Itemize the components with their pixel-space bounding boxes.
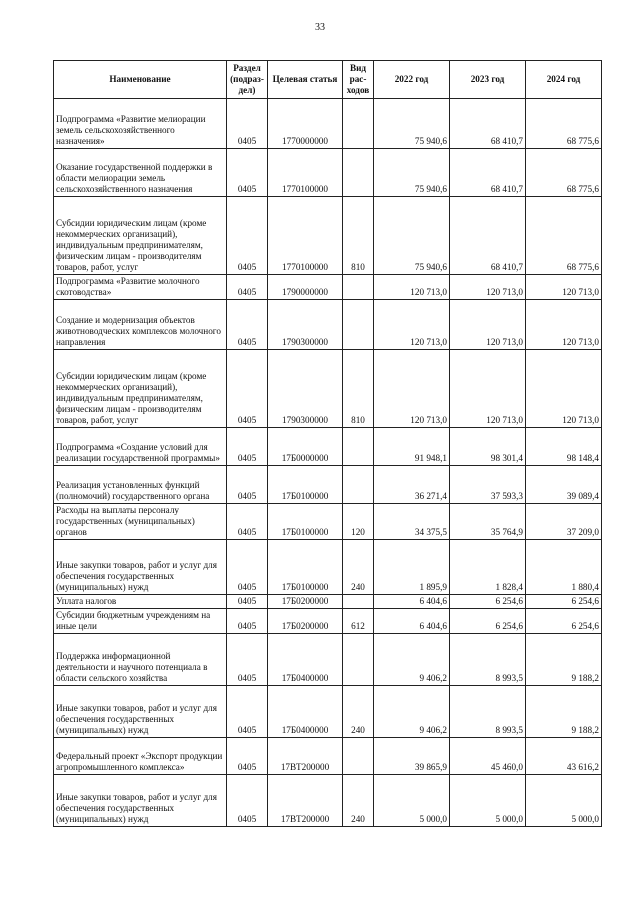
- row-value-2024: 120 713,0: [526, 350, 602, 428]
- row-name: Иные закупки товаров, работ и услуг для обеспечения государственных (муниципальных) нужд: [54, 686, 227, 738]
- table-row: [54, 99, 602, 149]
- row-value-2022: 9 406,2: [374, 686, 450, 738]
- row-value-2022: 75 940,6: [374, 197, 450, 275]
- row-expense-kind: 120: [343, 504, 374, 540]
- table-row: [54, 466, 602, 504]
- table-row: [54, 686, 602, 738]
- row-target-code: 17Б0100000: [268, 504, 343, 540]
- header-row: [54, 61, 602, 99]
- row-value-2024: 1 880,4: [526, 540, 602, 595]
- row-value-2022: 75 940,6: [374, 149, 450, 197]
- row-value-2024: 43 616,2: [526, 738, 602, 775]
- row-value-2023: 5 000,0: [450, 775, 526, 827]
- row-section: 0405: [227, 540, 268, 595]
- row-value-2023: 35 764,9: [450, 504, 526, 540]
- row-value-2024: 68 775,6: [526, 149, 602, 197]
- row-value-2023: 120 713,0: [450, 300, 526, 350]
- table-row: [54, 149, 602, 197]
- row-name: Субсидии юридическим лицам (кроме некоммерческих организаций), индивидуальным предпринимателям, физическим лицам - производителям товаров, работ, услуг: [54, 350, 227, 428]
- row-value-2024: 9 188,2: [526, 634, 602, 686]
- row-value-2024: 120 713,0: [526, 275, 602, 300]
- row-section: 0405: [227, 149, 268, 197]
- row-value-2022: 6 404,6: [374, 609, 450, 634]
- page-number: 33: [315, 22, 325, 33]
- row-value-2024: 120 713,0: [526, 300, 602, 350]
- row-section: 0405: [227, 428, 268, 466]
- row-expense-kind: [343, 738, 374, 775]
- table-row: [54, 775, 602, 827]
- row-section: 0405: [227, 738, 268, 775]
- row-target-code: 17Б0400000: [268, 686, 343, 738]
- row-value-2024: 6 254,6: [526, 595, 602, 609]
- row-value-2022: 36 271,4: [374, 466, 450, 504]
- row-name: Оказание государственной поддержки в области мелиорации земель сельскохозяйственного назначения: [54, 149, 227, 197]
- row-name: Уплата налогов: [54, 595, 227, 609]
- row-target-code: 17Б0100000: [268, 466, 343, 504]
- header-2022: 2022 год: [374, 61, 450, 99]
- header-kind: Вид рас-ходов: [343, 61, 374, 99]
- row-section: 0405: [227, 634, 268, 686]
- table-row: [54, 275, 602, 300]
- row-expense-kind: 810: [343, 197, 374, 275]
- row-value-2024: 39 089,4: [526, 466, 602, 504]
- row-value-2022: 5 000,0: [374, 775, 450, 827]
- table-row: [54, 504, 602, 540]
- row-value-2023: 1 828,4: [450, 540, 526, 595]
- row-section: 0405: [227, 504, 268, 540]
- row-value-2023: 6 254,6: [450, 609, 526, 634]
- row-section: 0405: [227, 300, 268, 350]
- row-value-2022: 6 404,6: [374, 595, 450, 609]
- row-target-code: 1790300000: [268, 300, 343, 350]
- row-value-2024: 5 000,0: [526, 775, 602, 827]
- table-row: [54, 634, 602, 686]
- row-target-code: 1770100000: [268, 197, 343, 275]
- row-name: Поддержка информационной деятельности и научного потенциала в области сельского хозяйства: [54, 634, 227, 686]
- row-section: 0405: [227, 775, 268, 827]
- row-expense-kind: 240: [343, 775, 374, 827]
- row-name: Субсидии бюджетным учреждениям на иные цели: [54, 609, 227, 634]
- row-value-2022: 75 940,6: [374, 99, 450, 149]
- row-value-2022: 120 713,0: [374, 275, 450, 300]
- row-section: 0405: [227, 350, 268, 428]
- row-expense-kind: [343, 300, 374, 350]
- row-name: Создание и модернизация объектов животноводческих комплексов молочного направления: [54, 300, 227, 350]
- row-expense-kind: 240: [343, 540, 374, 595]
- row-value-2022: 1 895,9: [374, 540, 450, 595]
- row-name: Федеральный проект «Экспорт продукции агропромышленного комплекса»: [54, 738, 227, 775]
- row-expense-kind: [343, 275, 374, 300]
- row-value-2022: 120 713,0: [374, 300, 450, 350]
- row-value-2022: 91 948,1: [374, 428, 450, 466]
- row-name: Подпрограмма «Развитие молочного скотоводства»: [54, 275, 227, 300]
- row-value-2023: 37 593,3: [450, 466, 526, 504]
- row-section: 0405: [227, 686, 268, 738]
- budget-table: [53, 60, 602, 827]
- row-expense-kind: 240: [343, 686, 374, 738]
- table-row: [54, 609, 602, 634]
- header-name: Наименование: [54, 61, 227, 99]
- row-value-2024: 68 775,6: [526, 99, 602, 149]
- row-section: 0405: [227, 197, 268, 275]
- row-section: 0405: [227, 466, 268, 504]
- table-row: [54, 350, 602, 428]
- row-name: Подпрограмма «Создание условий для реализации государственной программы»: [54, 428, 227, 466]
- row-expense-kind: [343, 634, 374, 686]
- row-value-2024: 9 188,2: [526, 686, 602, 738]
- row-target-code: 1770100000: [268, 149, 343, 197]
- table-row: [54, 595, 602, 609]
- row-expense-kind: [343, 99, 374, 149]
- row-section: 0405: [227, 595, 268, 609]
- header-2023: 2023 год: [450, 61, 526, 99]
- row-target-code: 1770000000: [268, 99, 343, 149]
- row-value-2023: 6 254,6: [450, 595, 526, 609]
- row-value-2022: 34 375,5: [374, 504, 450, 540]
- row-name: Иные закупки товаров, работ и услуг для обеспечения государственных (муниципальных) нужд: [54, 775, 227, 827]
- row-name: Реализация установленных функций (полномочий) государственного органа: [54, 466, 227, 504]
- row-target-code: 1790000000: [268, 275, 343, 300]
- row-value-2024: 98 148,4: [526, 428, 602, 466]
- row-target-code: 17Б0200000: [268, 609, 343, 634]
- row-name: Иные закупки товаров, работ и услуг для обеспечения государственных (муниципальных) нужд: [54, 540, 227, 595]
- row-name: Расходы на выплаты персоналу государственных (муниципальных) органов: [54, 504, 227, 540]
- row-value-2023: 8 993,5: [450, 686, 526, 738]
- row-section: 0405: [227, 609, 268, 634]
- row-value-2022: 39 865,9: [374, 738, 450, 775]
- row-value-2023: 68 410,7: [450, 99, 526, 149]
- table-row: [54, 428, 602, 466]
- header-target: Целевая статья: [268, 61, 343, 99]
- row-value-2023: 120 713,0: [450, 275, 526, 300]
- row-target-code: 17Б0400000: [268, 634, 343, 686]
- table-row: [54, 197, 602, 275]
- row-expense-kind: [343, 595, 374, 609]
- table-row: [54, 540, 602, 595]
- row-value-2024: 68 775,6: [526, 197, 602, 275]
- row-name: Субсидии юридическим лицам (кроме некоммерческих организаций), индивидуальным предпринимателям, физическим лицам - производителям товаров, работ, услуг: [54, 197, 227, 275]
- row-target-code: 17ВТ200000: [268, 738, 343, 775]
- row-value-2023: 68 410,7: [450, 149, 526, 197]
- row-value-2023: 8 993,5: [450, 634, 526, 686]
- row-expense-kind: [343, 149, 374, 197]
- row-expense-kind: [343, 428, 374, 466]
- row-target-code: 1790300000: [268, 350, 343, 428]
- row-value-2024: 6 254,6: [526, 609, 602, 634]
- table-row: [54, 300, 602, 350]
- row-section: 0405: [227, 99, 268, 149]
- row-value-2022: 120 713,0: [374, 350, 450, 428]
- row-value-2024: 37 209,0: [526, 504, 602, 540]
- row-value-2023: 45 460,0: [450, 738, 526, 775]
- header-section: Раздел (подраз-дел): [227, 61, 268, 99]
- row-expense-kind: 612: [343, 609, 374, 634]
- row-target-code: 17Б0200000: [268, 595, 343, 609]
- row-value-2023: 120 713,0: [450, 350, 526, 428]
- table-row: [54, 738, 602, 775]
- row-target-code: 17Б0000000: [268, 428, 343, 466]
- header-2024: 2024 год: [526, 61, 602, 99]
- row-expense-kind: [343, 466, 374, 504]
- row-target-code: 17Б0100000: [268, 540, 343, 595]
- row-value-2022: 9 406,2: [374, 634, 450, 686]
- row-value-2023: 68 410,7: [450, 197, 526, 275]
- row-value-2023: 98 301,4: [450, 428, 526, 466]
- row-target-code: 17ВТ200000: [268, 775, 343, 827]
- row-expense-kind: 810: [343, 350, 374, 428]
- row-section: 0405: [227, 275, 268, 300]
- row-name: Подпрограмма «Развитие мелиорации земель сельскохозяйственного назначения»: [54, 99, 227, 149]
